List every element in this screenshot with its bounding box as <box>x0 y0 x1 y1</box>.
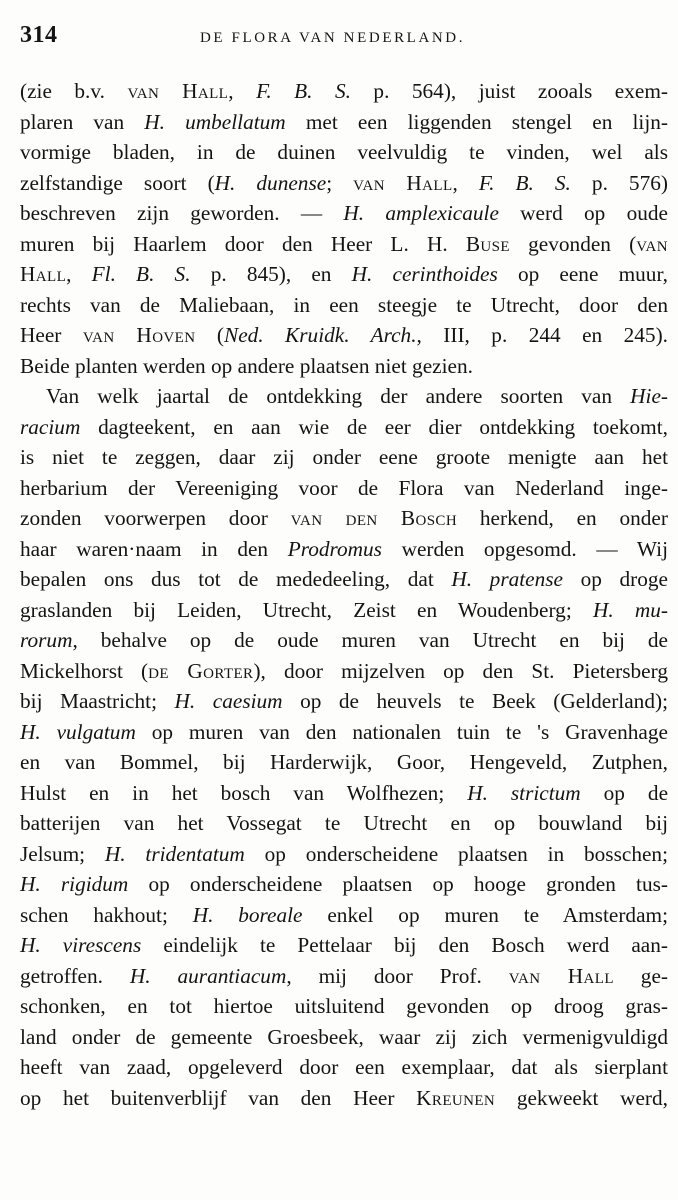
italic-text: H. pratense <box>451 567 564 591</box>
small-caps-text: de Gorter <box>148 658 254 683</box>
text-run: schonken, en tot hiertoe uitsluitend gevonden op droog gras- <box>20 994 668 1018</box>
text-run: , mij door Prof. <box>286 963 509 988</box>
italic-text: H. virescens <box>20 933 142 957</box>
text-line <box>20 534 668 565</box>
italic-text: H. vulgatum <box>20 719 136 744</box>
small-caps-text: Buse <box>465 231 510 256</box>
italic-text: H. tridentatum <box>104 841 245 866</box>
text-run: schen hakhout; <box>20 902 193 927</box>
text-run: op eene muur, <box>497 262 669 286</box>
small-caps-text: van Hoven <box>82 323 196 347</box>
text-run: werd op oude <box>498 201 668 225</box>
text-run: Hulst en in het bosch van Wolfhezen; <box>20 780 468 805</box>
text-run: , <box>228 79 257 103</box>
italic-text: Ned. Kruidk. Arch. <box>223 323 417 347</box>
text-run: (zie b.v. <box>20 79 128 103</box>
italic-text: H. cerinthoides <box>351 262 498 286</box>
text-run: p. 564), juist zooals exem- <box>350 79 669 103</box>
italic-text: rorum <box>20 628 73 652</box>
text-run: ge- <box>613 963 668 988</box>
text-run: zelfstandige soort ( <box>20 170 215 195</box>
text-run: , <box>452 170 479 195</box>
text-line <box>20 259 668 290</box>
italic-text: Prodromus <box>287 536 382 561</box>
small-caps-text: van <box>636 231 668 256</box>
text-line <box>20 229 668 260</box>
page-number: 314 <box>20 22 58 48</box>
text-run: bij Maastricht; <box>20 689 175 713</box>
text-line <box>20 564 668 595</box>
text-run: getroffen. <box>20 963 130 988</box>
text-run: , behalve op de oude muren van Utrecht en bij de <box>72 628 668 652</box>
italic-text: H. aurantiacum <box>129 963 287 988</box>
text-run: met een liggenden stengel en lijn- <box>285 109 668 134</box>
text-line <box>20 625 668 656</box>
body-text <box>20 76 668 1113</box>
page-header <box>20 22 658 54</box>
text-run: graslanden bij Leiden, Utrecht, Zeist en Woudenberg; <box>20 597 593 622</box>
text-line <box>20 595 668 626</box>
text-line <box>20 930 668 961</box>
text-line <box>20 961 668 992</box>
text-run: is niet te zeggen, daar zij onder eene groote menigte aan het <box>20 445 668 469</box>
text-run: dagteekent, en aan wie de eer dier ontdekking toekomt, <box>80 414 668 439</box>
italic-text: H. dunense <box>214 170 327 195</box>
text-run: enkel op muren te Amsterdam; <box>302 902 669 927</box>
text-line <box>20 900 668 931</box>
text-line <box>20 1052 668 1083</box>
text-line <box>20 1083 668 1114</box>
text-line <box>20 76 668 107</box>
text-run: heeft van zaad, opgeleverd door een exemplaar, dat als sierplant <box>20 1055 668 1079</box>
text-run: Mickelhorst ( <box>20 658 149 683</box>
text-line <box>20 778 668 809</box>
text-run: land onder de gemeente Groesbeek, waar zij zich vermenigvuldigd <box>20 1024 668 1049</box>
text-run: Heer <box>20 323 83 347</box>
italic-text: H. boreale <box>192 902 303 927</box>
text-run: beschreven zijn geworden. — <box>20 201 344 225</box>
text-run: Van welk jaartal de ontdekking der andere soorten van <box>46 384 631 408</box>
text-line <box>20 137 668 168</box>
text-run: bepalen ons dus tot de mededeeling, dat <box>20 567 452 591</box>
text-line <box>20 991 668 1022</box>
text-run: herkend, en onder <box>457 506 668 530</box>
text-run: zonden voorwerpen door <box>20 506 291 530</box>
italic-text: H. mu- <box>592 597 668 622</box>
italic-text: F. B. S. <box>256 79 351 103</box>
text-line <box>20 839 668 870</box>
text-line <box>20 717 668 748</box>
italic-text: F. B. S. <box>478 170 571 195</box>
text-run: op onderscheidene plaatsen in bosschen; <box>244 841 668 866</box>
text-run: , III, p. 244 en 245). <box>416 323 668 347</box>
text-line <box>20 808 668 839</box>
text-run: op muren van den nationalen tuin te 's Gravenhage <box>135 719 668 744</box>
italic-text: racium <box>20 414 81 439</box>
text-run: werden opgesomd. — Wij <box>381 536 669 561</box>
text-line <box>20 686 668 717</box>
small-caps-text: van Hall <box>353 170 453 195</box>
text-line <box>20 1022 668 1053</box>
small-caps-text: Hall <box>20 262 67 286</box>
text-line <box>20 503 668 534</box>
text-run: rechts van de Maliebaan, in een steegje te Utrecht, door den <box>20 292 668 317</box>
text-run: op droge <box>563 567 669 591</box>
text-run: muren bij Haarlem door den Heer L. H. <box>20 231 466 256</box>
text-run: herbarium der Vereeniging voor de Flora van Nederland inge- <box>20 475 668 500</box>
text-line <box>20 320 668 351</box>
italic-text: H. umbellatum <box>144 109 286 134</box>
italic-text: H. rigidum <box>20 872 129 896</box>
text-line <box>20 198 668 229</box>
text-run: op onderscheidene plaatsen op hooge gronden tus- <box>128 872 668 896</box>
text-line <box>20 869 668 900</box>
text-line <box>20 747 668 778</box>
text-line <box>20 168 668 199</box>
text-line <box>20 290 668 321</box>
small-caps-text: van den <box>290 506 378 530</box>
italic-text: Hie- <box>630 384 668 408</box>
running-title: DE FLORA VAN NEDERLAND. <box>200 30 466 46</box>
text-run: p. 576) <box>570 170 668 195</box>
text-run: Jelsum; <box>20 841 105 866</box>
text-run: op de <box>580 780 669 805</box>
text-run: eindelijk te Pettelaar bij den Bosch werd aan- <box>141 933 669 957</box>
italic-text: H. caesium <box>174 689 283 713</box>
small-caps-text: van Hall <box>127 79 229 103</box>
text-run: op het buitenverblijf van den Heer <box>20 1085 417 1110</box>
text-run: ( <box>195 323 224 347</box>
text-run: op de heuvels te Beek (Gelderland); <box>282 689 668 713</box>
text-run: Beide planten werden op andere plaatsen niet gezien. <box>20 353 473 378</box>
text-run: , <box>66 262 92 286</box>
small-caps-text: van Hall <box>508 963 614 988</box>
text-line <box>20 107 668 138</box>
text-line <box>20 381 668 412</box>
small-caps-text: Kreunen <box>416 1085 496 1110</box>
text-line <box>20 351 668 382</box>
small-caps-text: Bosch <box>377 506 458 530</box>
italic-text: H. amplexicaule <box>343 201 499 225</box>
text-line <box>20 656 668 687</box>
text-line <box>20 412 668 443</box>
text-run: p. 845), en <box>190 262 352 286</box>
text-run: gevonden ( <box>509 231 637 256</box>
text-run: ; <box>326 170 354 195</box>
italic-text: Fl. B. S. <box>91 262 191 286</box>
text-run: haar waren·naam in den <box>20 536 288 561</box>
text-run: ), door mijzelven op den St. Pietersberg <box>253 658 668 683</box>
text-run: batterijen van het Vossegat te Utrecht en op bouwland bij <box>20 811 668 835</box>
text-run: gekweekt werd, <box>495 1085 668 1110</box>
text-run: en van Bommel, bij Harderwijk, Goor, Hengeveld, Zutphen, <box>20 750 668 774</box>
text-run: vormige bladen, in de duinen veelvuldig te vinden, wel als <box>20 140 668 164</box>
italic-text: H. strictum <box>467 780 581 805</box>
text-line <box>20 473 668 504</box>
text-line <box>20 442 668 473</box>
text-run: plaren van <box>20 109 145 134</box>
